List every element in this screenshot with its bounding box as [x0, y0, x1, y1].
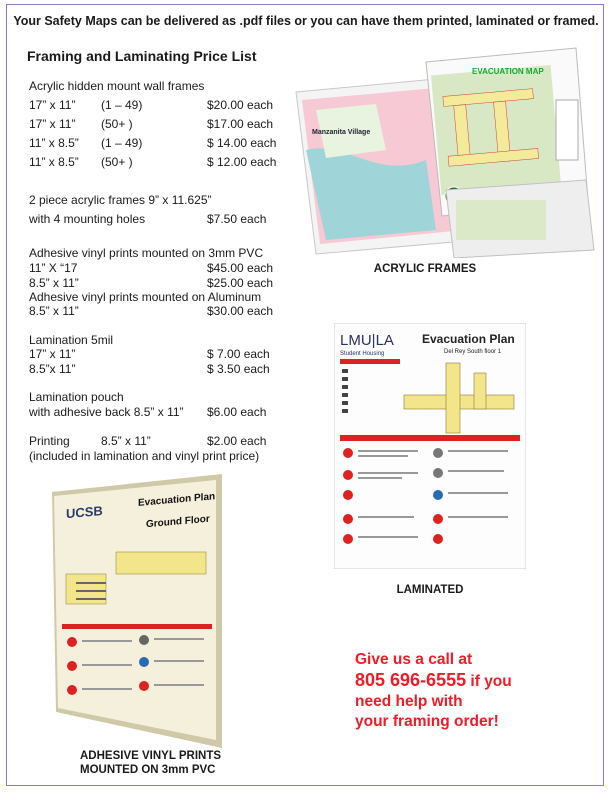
pvc-header: Adhesive vinyl prints mounted on 3mm PVC: [29, 246, 264, 260]
cta-phone: 805 696-6555: [355, 670, 467, 690]
price: $30.00 each: [207, 304, 274, 318]
laminated-brand: LMU|LA: [340, 332, 394, 349]
price: $6.00 each: [207, 405, 267, 419]
acrylic-header: Acrylic hidden mount wall frames: [29, 79, 205, 93]
qty: (1 – 49): [101, 136, 143, 150]
pvc-plan-sub: Ground Floor: [146, 513, 210, 531]
two-piece-line2: with 4 mounting holes: [29, 212, 146, 226]
size: 17” x 11”: [29, 98, 76, 112]
headline: Your Safety Maps can be delivered as .pdf files or you can have them printed, laminated or framed.: [13, 14, 599, 28]
laminated-plan-title: Evacuation Plan: [422, 332, 515, 346]
laminated-photo: [334, 323, 526, 569]
cta-line1: Give us a call at: [355, 651, 473, 668]
laminated-brand-sub: Student Housing: [340, 351, 385, 357]
two-piece-line1: 2 piece acrylic frames 9” x 11.625”: [29, 193, 212, 207]
printing-note: (included in lamination and vinyl print price): [29, 449, 260, 463]
pouch-header: Lamination pouch: [29, 390, 124, 404]
village-label: Manzanita Village: [312, 129, 371, 136]
price: $17.00 each: [207, 117, 274, 131]
printing-label: Printing: [29, 434, 70, 448]
size: 8.5”x 11”: [29, 362, 76, 376]
price: $45.00 each: [207, 261, 274, 275]
price: $25.00 each: [207, 276, 274, 290]
pvc-plan-title: Evacuation Plan: [138, 491, 216, 509]
price: $ 12.00 each: [207, 155, 277, 169]
price: $ 3.50 each: [207, 362, 270, 376]
cta-line4: your framing order!: [355, 713, 499, 730]
size: 11” x 8.5”: [29, 155, 79, 169]
size: 11” x 8.5”: [29, 136, 79, 150]
caption-laminated: LAMINATED: [396, 584, 464, 596]
pvc-brand: UCSB: [66, 503, 103, 522]
call-to-action: [355, 650, 512, 732]
pvc-print-photo: [46, 474, 224, 748]
pouch-line: with adhesive back 8.5” x 11”: [29, 405, 184, 419]
price-list-title: Framing and Laminating Price List: [27, 48, 257, 64]
price: $ 14.00 each: [207, 136, 277, 150]
cta-line2-rest: if you: [466, 673, 512, 690]
caption-pvc: [80, 749, 240, 777]
caption-pvc-line1: ADHESIVE VINYL PRINTS: [80, 750, 222, 762]
laminated-plan-sub: Del Rey South floor 1: [444, 349, 502, 355]
price: $2.00 each: [207, 434, 267, 448]
price: $ 7.00 each: [207, 347, 270, 361]
caption-pvc-line2: MOUNTED ON 3mm PVC: [80, 764, 216, 776]
acrylic-frames-photo: [286, 40, 602, 258]
qty: (1 – 49): [101, 98, 143, 112]
size: 8.5” x 11”: [29, 304, 79, 318]
size: 17” x 11”: [29, 117, 76, 131]
price: $20.00 each: [207, 98, 274, 112]
caption-acrylic: ACRYLIC FRAMES: [373, 263, 477, 275]
qty: (50+ ): [101, 155, 133, 169]
size: 11” X “17: [29, 261, 78, 275]
qty: (50+ ): [101, 117, 133, 131]
cta-line3: need help with: [355, 693, 463, 710]
size: 17” x 11”: [29, 347, 76, 361]
lam-header: Lamination 5mil: [29, 333, 114, 347]
alu-header: Adhesive vinyl prints mounted on Aluminum: [29, 290, 262, 304]
acrylic-map-title: EVACUATION MAP: [472, 67, 544, 76]
printing-size: 8.5” x 11”: [101, 434, 151, 448]
price: $7.50 each: [207, 212, 267, 226]
size: 8.5” x 11”: [29, 276, 79, 290]
